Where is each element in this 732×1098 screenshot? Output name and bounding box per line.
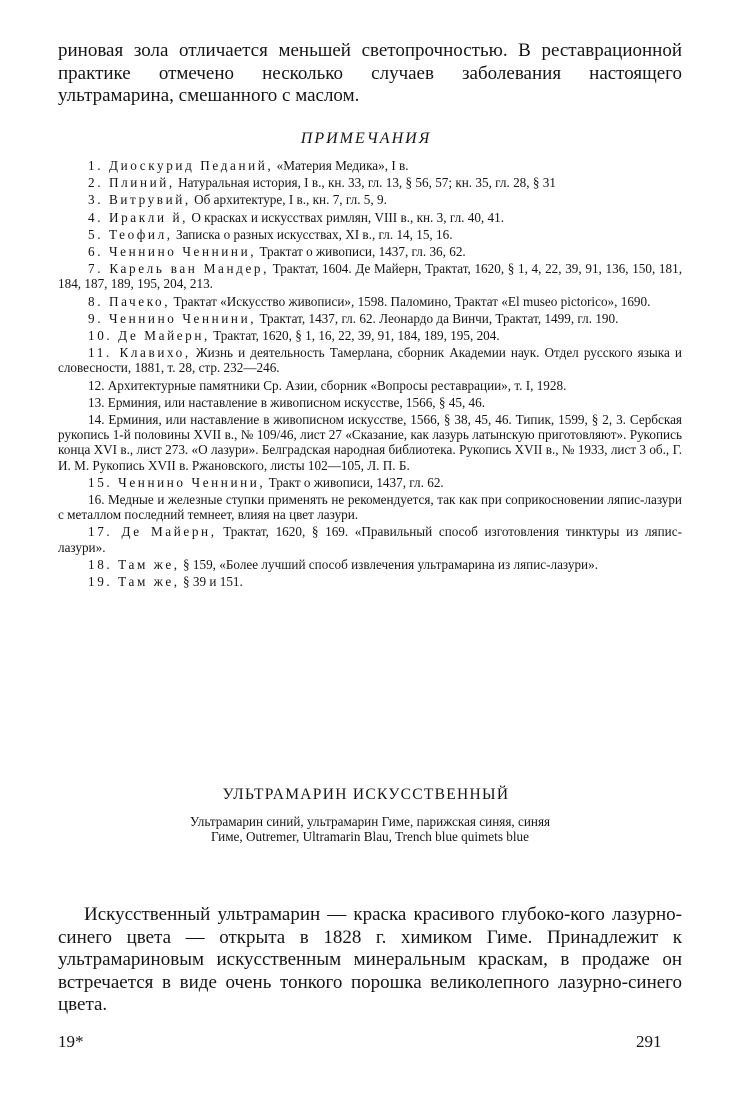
note-text: «Материя Медика», I в. [273, 158, 409, 173]
top-paragraph: риновая зола отличается меньшей светопрочностью. В реставрационной практике отмечено несколько случаев заболевания настоящего ультрамарина, смешанного с маслом. [58, 40, 682, 106]
note-author: 15. Ченнино Ченнини, [88, 474, 266, 490]
note-author: 8. Пачеко, [88, 293, 171, 309]
note-text: Записка о разных искусствах, XI в., гл. 14, 15, 16. [172, 226, 453, 242]
note-author: 18. Там же, [88, 556, 180, 572]
note-text: Тракт о живописи, 1437, гл. 62. [265, 474, 444, 490]
note-item [58, 175, 682, 190]
note-text: Трактат, 1620, § 169. «Правильный способ изготовления тинктуры из ляпис-лазури». [58, 524, 682, 555]
note-item [58, 158, 682, 173]
note-text: Натуральная история, I в., кн. 33, гл. 13, § 56, 57; кн. 35, гл. 28, § 31 [174, 175, 556, 191]
page-number: 291 [636, 1032, 662, 1051]
section-title: УЛЬТРАМАРИН ИСКУССТВЕННЫЙ [222, 786, 510, 803]
note-text: О красках и искусствах римлян, VIII в., кн. 3, гл. 40, 41. [188, 209, 505, 225]
notes-list [58, 158, 682, 591]
note-item [58, 492, 682, 522]
note-author: 3. Витрувий, [88, 192, 191, 208]
note-item [58, 210, 682, 225]
note-author: 19. Там же, [88, 574, 180, 590]
note-author: 6. Ченнино Ченнини, [88, 244, 257, 260]
note-item [58, 524, 682, 554]
note-item [58, 261, 682, 291]
notes-heading: ПРИМЕЧАНИЯ [300, 130, 432, 147]
note-item [58, 475, 682, 490]
note-item [58, 328, 682, 343]
note-author: 17. Де Майерн, [88, 524, 217, 540]
main-paragraph: Искусственный ультрамарин — краска красивого глубоко-кого лазурно-синего цвета — открыта в 1828 г. химиком Гиме. Принадлежит к ультрамариновым искусственным минеральным краскам, в продаже он встречается в виде очень тонкого порошка великолепного лазурно-синего цвета. [58, 904, 682, 1015]
note-text: Об архитектуре, I в., кн. 7, гл. 5, 9. [190, 192, 387, 208]
synonyms: Ультрамарин синий, ультрамарин Гиме, парижская синяя, синяя Гиме, Outremer, Ultramarin Blau, Trench blue quimets blue [189, 814, 551, 845]
note-text: Жизнь и деятельность Тамерлана, сборник Академии наук. Отдел русского языка и словесности, 1881, т. 28, стр. 232—246. [58, 345, 682, 376]
note-author: 7. Карель ван Мандер, [88, 261, 269, 277]
note-author: 11. Клавихо, [88, 345, 191, 361]
note-text: Трактат, 1620, § 1, 16, 22, 39, 91, 184, 189, 195, 204. [209, 328, 500, 344]
note-item [58, 574, 682, 589]
note-author: 10. Де Майерн, [88, 328, 210, 344]
note-item [58, 395, 682, 410]
note-item [58, 311, 682, 326]
note-text: Трактат «Искусство живописи», 1598. Паломино, Трактат «El museo pictorico», 1690. [170, 293, 651, 309]
note-text: § 159, «Более лучший способ извлечения ультрамарина из ляпис-лазури». [179, 556, 598, 572]
note-text: 13. Ерминия, или наставление в живописном искусстве, 1566, § 45, 46. [88, 394, 486, 410]
note-author: 1. Диоскурид Педаний, [88, 158, 274, 173]
note-text: 12. Архитектурные памятники Ср. Азии, сборник «Вопросы реставрации», т. I, 1928. [88, 377, 567, 393]
note-item [58, 378, 682, 393]
note-item [58, 244, 682, 259]
note-text: 14. Ерминия, или наставление в живописном искусстве, 1566, § 38, 45, 46. Типик, 1599, § 2, 3. Сербская рукопись 1-й половины XVII в., № 109/46, лист 27 «Сказание, как лазурь латынскую приготовляют». Рукопись конца XVI в., лист 273. «О лазури». Белградская народная библиотека. Рукопись XVII в., № 1933, лист 3 об., Г. И. М. Рукопись XVII в. Ржановского, листы 102—105, Л. П. Б. [58, 412, 682, 473]
note-author: 5. Теофил, [88, 226, 173, 242]
note-text: Трактат, 1437, гл. 62. Леонардо да Винчи, Трактат, 1499, гл. 190. [256, 310, 619, 326]
note-author: 4. Иракли й, [88, 209, 189, 225]
note-text: Трактат, 1604. Де Майерн, Трактат, 1620, § 1, 4, 22, 39, 91, 136, 150, 181, 184, 187, 189, 195, 204, 213. [58, 261, 683, 292]
note-author: 9. Ченнино Ченнини, [88, 310, 257, 326]
note-item [58, 412, 682, 473]
note-text: 16. Медные и железные ступки применять не рекомендуется, так как при соприкосновении ляпис-лазури с металлом последний темнеет, влияя на цвет лазури. [58, 492, 682, 523]
note-item [58, 227, 682, 242]
note-item [58, 557, 682, 572]
note-text: Трактат о живописи, 1437, гл. 36, 62. [256, 244, 466, 260]
printer-signature: 19* [58, 1032, 84, 1051]
note-text: § 39 и 151. [179, 574, 243, 590]
note-author: 2. Плиний, [88, 175, 175, 191]
note-item [58, 345, 682, 375]
note-item [58, 294, 682, 309]
note-item [58, 192, 682, 207]
